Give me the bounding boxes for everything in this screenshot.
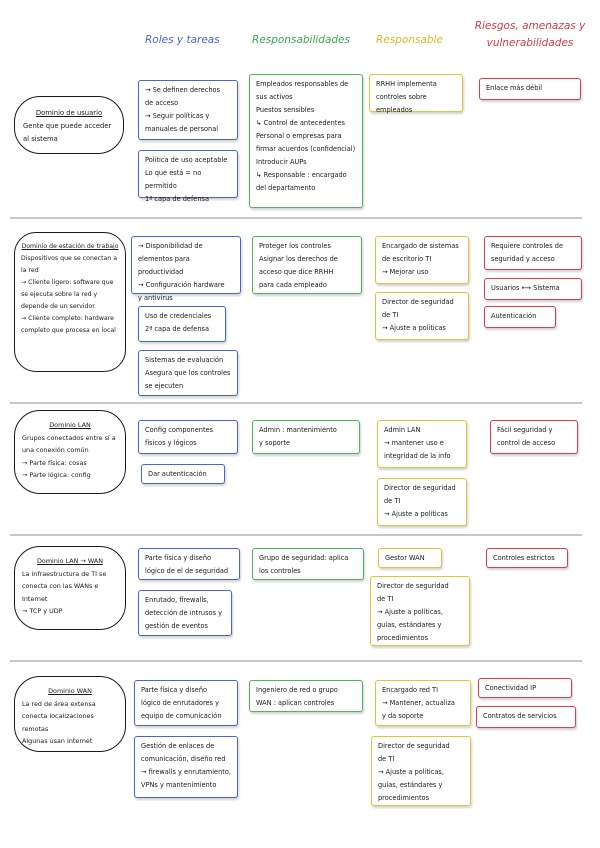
responsibility-box: Empleados responsables de sus activos Puestos sensibles ↳ Control de antecedentes Personal o empresas para firmar acuerdos (confidencial) Introducir AUPs ↳ Responsable : encargado del departamento: [249, 74, 363, 208]
role-box: Uso de credenciales 2ª capa de defensa: [138, 306, 226, 342]
divider: [10, 217, 582, 219]
domain-title: Dominio LAN: [49, 421, 91, 429]
responsible-box: Director de seguridad de TI → Ajuste a políticas: [377, 478, 467, 526]
role-box: Gestión de enlaces de comunicación, diseño red → firewalls y enrutamiento, VPNs y mantenimiento: [134, 736, 238, 798]
divider: [10, 402, 582, 404]
domain-title: Dominio LAN → WAN: [37, 557, 103, 565]
role-box: Parte física y diseño lógico de enrutadores y equipo de comunicación: [134, 680, 238, 726]
risk-box: Controles estrictos: [486, 548, 568, 568]
header-roles: Roles y tareas: [145, 34, 220, 46]
responsible-box: Director de seguridad de TI → Ajuste a políticas, guías, estándares y procedimientos: [371, 736, 471, 806]
domain-title: Dominio WAN: [48, 687, 92, 695]
header-responsibilities: Responsabilidades: [252, 34, 350, 46]
responsible-box: Encargado red TI → Mantener, actualiza y da soporte: [375, 680, 471, 726]
risk-box: Conectividad IP: [478, 678, 572, 698]
responsible-box: Encargado de sistemas de escritorio TI → Mejorar uso: [375, 236, 469, 284]
role-box: Enrutado, firewalls, detección de intrusos y gestión de eventos: [138, 590, 232, 636]
responsibility-box: Proteger los controles Asignar los derechos de acceso que dice RRHH para cada empleado: [252, 236, 362, 294]
responsible-box: Director de seguridad de TI → Ajuste a políticas: [375, 292, 469, 340]
divider: [10, 660, 582, 662]
risk-box: Autenticación: [484, 306, 556, 328]
domain-description: Grupos conectados entre sí a una conexión común → Parte física: cosas → Parte lógica: config: [22, 433, 116, 479]
responsible-box: Gestor WAN: [378, 548, 442, 568]
role-box: → Disponibilidad de elementos para productividad → Configuración hardware y antivirus: [131, 236, 241, 294]
domain-title: Dominio de estación de trabajo: [21, 243, 119, 250]
responsible-box: Admin LAN → mantener uso e integridad de la info: [377, 420, 467, 468]
divider: [10, 534, 582, 536]
domain-lan: [14, 410, 126, 494]
risk-box: Usuarios ⟷ Sistema: [484, 278, 582, 300]
role-box: Dar autenticación: [141, 464, 225, 484]
responsible-box: Director de seguridad de TI → Ajuste a políticas, guías, estándares y procedimientos: [370, 576, 470, 646]
role-box: → Se definen derechos de acceso → Seguir políticas y manuales de personal: [138, 80, 238, 140]
role-box: Política de uso aceptable Lo que está = no permitido 1ª capa de defensa: [138, 150, 238, 198]
risk-box: Contratos de servicios: [476, 706, 576, 728]
risk-box: Fácil seguridad y control de acceso: [490, 420, 578, 454]
domain-user: [14, 96, 124, 154]
risk-box: Enlace más débil: [479, 78, 581, 100]
role-box: Sistemas de evaluación Asegura que los controles se ejecuten: [138, 350, 238, 396]
responsibility-box: Grupo de seguridad: aplica los controles: [252, 548, 364, 580]
domain-lan-wan: [14, 546, 126, 630]
domain-description: La infraestructura de TI se conecta con las WANs e Internet → TCP y UDP: [22, 569, 107, 615]
domain-description: Dispositivos que se conectan a la red → Cliente ligero: software que se ejecuta sobre la red y depende de un servidor → Cliente completo: hardware completo que procesa en local: [21, 255, 117, 334]
header-risks: Riesgos, amenazas y vulnerabilidades: [474, 20, 586, 49]
header-responsible: Responsable: [376, 34, 443, 46]
domain-workstation: [14, 232, 126, 372]
role-box: Parte física y diseño lógico de el de seguridad: [138, 548, 240, 580]
domain-title: Dominio de usuario: [35, 109, 103, 117]
domain-description: Gente que puede acceder al sistema: [23, 122, 112, 143]
risk-box: Requiere controles de seguridad y acceso: [484, 236, 582, 270]
responsibility-box: Admin : mantenimiento y soporte: [252, 420, 360, 454]
responsible-box: RRHH implementa controles sobre empleados: [369, 74, 463, 112]
domain-wan: [14, 676, 126, 752]
role-box: Config componentes físicos y lógicos: [138, 420, 238, 454]
responsibility-box: Ingeniero de red o grupo WAN : aplican controles: [249, 680, 363, 712]
domain-description: La red de área extensa conecta localizaciones remotas Algunas usan Internet: [22, 699, 96, 745]
